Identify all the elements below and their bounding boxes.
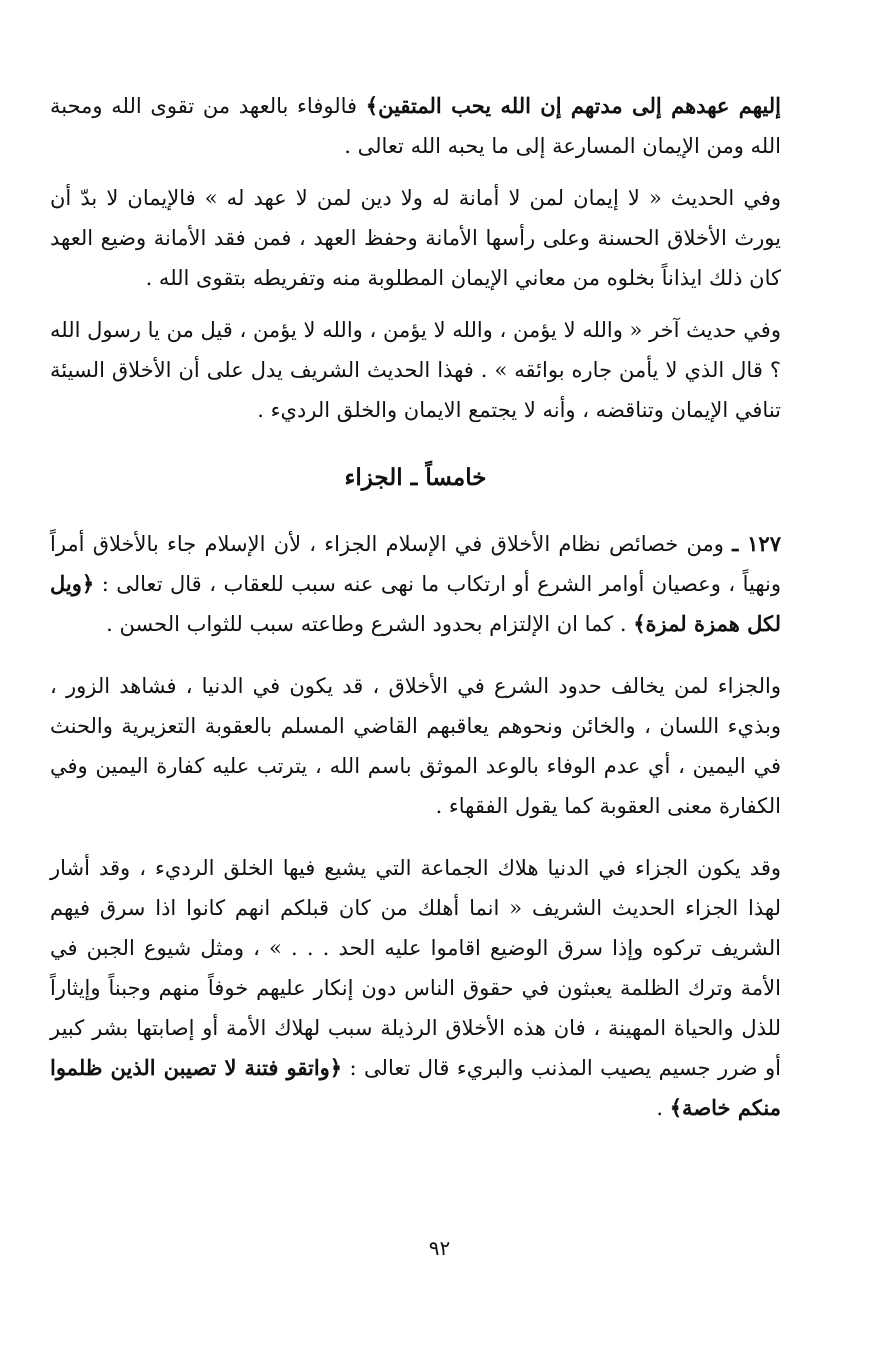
paragraph-3 [50, 310, 781, 430]
paragraph-text: ومن خصائص نظام الأخلاق في الإسلام الجزاء ، لأن الإسلام جاء بالأخلاق أمراً ونهياً ، وعصيان أوامر الشرع أو ارتكاب ما نهى عنه سبب للعقاب ، قال تعالى : [50, 532, 781, 596]
paragraph-text: . [656, 1096, 670, 1120]
paragraph-2 [50, 178, 781, 298]
section-heading: خامساً ـ الجزاء [344, 464, 487, 491]
page-content [50, 86, 781, 1128]
quran-verse: ﴿واتقو فتنة لا تصيبن الذين ظلموا منكم خاصة﴾ [50, 1055, 781, 1120]
paragraph-text: فالوفاء بالعهد من تقوى الله ومحبة الله ومن الإيمان المسارعة إلى ما يحبه الله تعالى . [50, 94, 781, 158]
quran-verse-ending: إليهم عهدهم إلى مدتهم إن الله يحب المتقين﴾ [365, 93, 781, 118]
paragraph-text: وفي الحديث « لا إيمان لمن لا أمانة له ولا دين لمن لا عهد له » فالإيمان لا بدّ أن يورث الأخلاق الحسنة وعلى رأسها الأمانة وحفظ العهد ، فمن فقد الأمانة وضيع العهد كان ذلك ايذاناً بخلوه من معاني الإيمان المطلوبة منه وتفريطه بتقوى الله . [50, 186, 781, 290]
paragraph-text: وقد يكون الجزاء في الدنيا هلاك الجماعة التي يشيع فيها الخلق الرديء ، وقد أشار لهذا الجزاء الحديث الشريف « انما أهلك من كان قبلكم انهم كانوا اذا سرق فيهم الشريف تركوه وإذا سرق الوضيع اقاموا عليه الحد . . . » ، ومثل شيوع الجبن في الأمة وترك الظلمة يعبثون في حقوق الناس دون إنكار عليهم خوفاً منهم وجبناً وإيثاراً للذل والحياة المهينة ، فان هذه الأخلاق الرذيلة سبب لهلاك الأمة أو إصابتها بشر كبير أو ضرر جسيم يصيب المذنب والبريء قال تعالى : [50, 856, 781, 1080]
paragraph-4 [50, 524, 781, 644]
paragraph-text: والجزاء لمن يخالف حدود الشرع في الأخلاق ، قد يكون في الدنيا ، فشاهد الزور ، وبذيء اللسان ، والخائن ونحوهم يعاقبهم القاضي المسلم بالعقوبة التعزيرية والحنث في اليمين ، أي عدم الوفاء بالوعد الموثق باسم الله ، يترتب عليه كفارة اليمين وفي الكفارة معنى العقوبة كما يقول الفقهاء . [50, 674, 781, 818]
section-number: ١٢٧ ـ [732, 531, 781, 556]
quran-verse: ﴿ويل لكل همزة لمزة﴾ [50, 571, 781, 636]
paragraph-1 [50, 86, 781, 166]
paragraph-5 [50, 666, 781, 826]
paragraph-text: وفي حديث آخر « والله لا يؤمن ، والله لا يؤمن ، والله لا يؤمن ، قيل من يا رسول الله ؟ قال الذي لا يأمن جاره بوائقه » . فهذا الحديث الشريف يدل على أن الأخلاق السيئة تنافي الإيمان وتناقضه ، وأنه لا يجتمع الايمان والخلق الرديء . [50, 318, 781, 422]
paragraph-text: . كما ان الإلتزام بحدود الشرع وطاعته سبب للثواب الحسن . [106, 612, 634, 636]
paragraph-6 [50, 848, 781, 1128]
page-number: ٩٢ [428, 1236, 451, 1260]
